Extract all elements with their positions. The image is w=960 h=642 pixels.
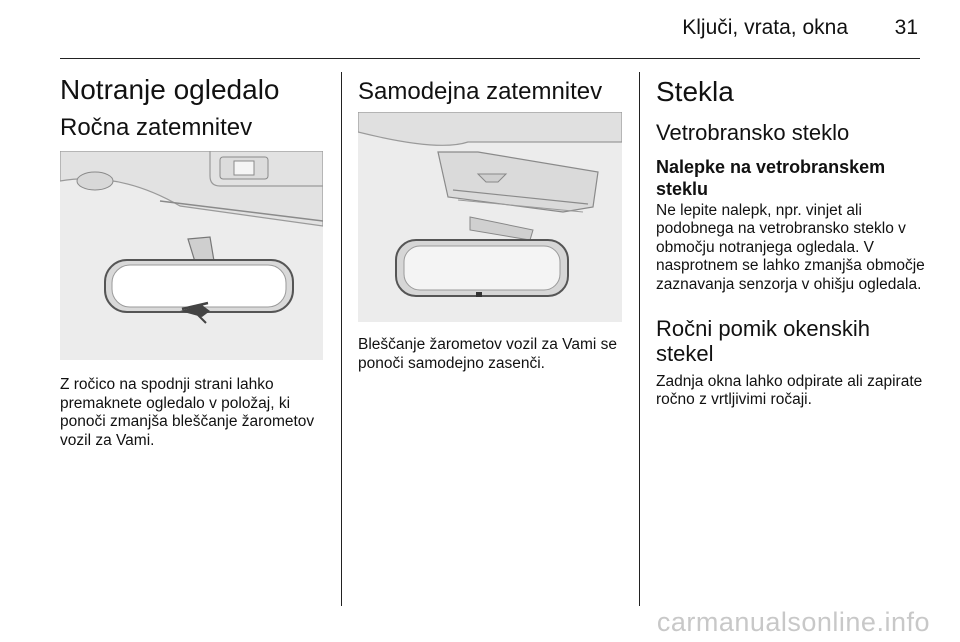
subsection-heading: Ročni pomik okenskih stekel	[656, 316, 870, 367]
manual-dimming-mirror-illustration	[60, 151, 323, 360]
page-number: 31	[894, 16, 918, 39]
subsubsection-heading: Nalepke na vetrobranskem steklu	[656, 157, 886, 200]
column-3	[656, 76, 926, 410]
body-paragraph: Bleščanje žarometov vozil za Vami se ponoči samodejno zasenči.	[358, 336, 618, 372]
body-paragraph: Z ročico na spodnji strani lahko premaknete ogledalo v položaj, ki ponoči zmanjša bleščanje žarometov vozil za Vami.	[60, 376, 315, 449]
body-paragraph: Zadnja okna lahko odpirate ali zapirate ročno z vrtljivimi ročaji.	[656, 372, 923, 409]
column-2-text	[358, 336, 628, 373]
header-rule	[60, 58, 920, 59]
column-divider	[639, 72, 640, 606]
column-1-text	[60, 376, 330, 450]
section-heading: Stekla	[656, 76, 734, 107]
body-paragraph: Ne lepite nalepk, npr. vinjet ali podobnega na vetrobransko steklo v območju notranjega ogledala. V nasprotnem se lahko zmanjša območje zaznavanja senzorja v ohišju ogledala.	[656, 201, 925, 293]
column-divider	[341, 72, 342, 606]
section-heading: Notranje ogledalo	[60, 74, 280, 105]
column-1	[60, 74, 330, 142]
watermark: carmanualsonline.info	[656, 607, 930, 637]
subsection-heading: Vetrobransko steklo	[656, 120, 850, 146]
column-2	[358, 78, 628, 106]
header-title: Ključi, vrata, okna	[682, 16, 848, 39]
automatic-dimming-mirror-illustration	[358, 112, 622, 322]
section-heading: Samodejna zatemnitev	[358, 78, 603, 105]
subsection-heading: Ročna zatemnitev	[60, 114, 253, 142]
